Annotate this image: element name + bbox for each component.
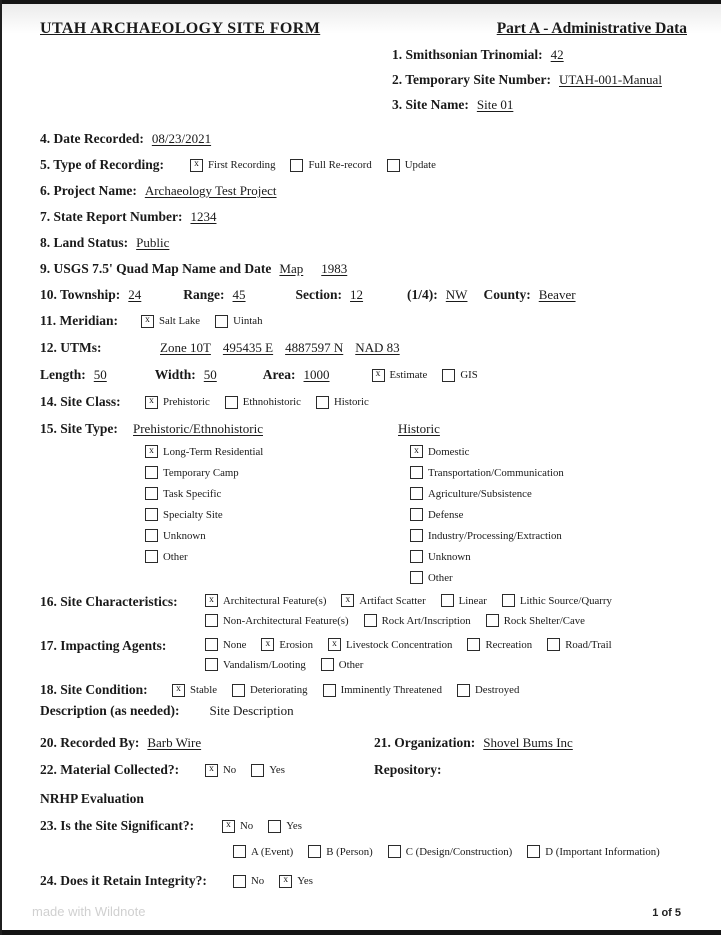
utm-datum: NAD 83 bbox=[355, 340, 400, 355]
field-value: 08/23/2021 bbox=[151, 131, 212, 146]
width-value: 50 bbox=[203, 367, 217, 382]
significant-checkbox-group bbox=[222, 820, 317, 833]
checkbox-unchecked-icon[interactable] bbox=[442, 369, 455, 382]
field-label: 24. Does it Retain Integrity?: bbox=[40, 873, 207, 888]
page-top-edge bbox=[0, 0, 721, 4]
area-label: Area: bbox=[262, 367, 296, 382]
field-label: 16. Site Characteristics: bbox=[40, 594, 178, 609]
field-type-of-recording bbox=[40, 157, 687, 173]
form-header bbox=[40, 20, 687, 38]
checkbox-checked-icon[interactable]: x bbox=[222, 820, 235, 833]
field-site-class bbox=[40, 394, 687, 410]
checkbox-site_type_prehistoric-2[interactable] bbox=[145, 487, 221, 500]
field-quad-map bbox=[40, 261, 687, 277]
field-value: Shovel Bums Inc bbox=[483, 735, 573, 750]
checkbox-label: B (Person) bbox=[326, 845, 373, 858]
recording-type-checkbox-group bbox=[190, 159, 451, 172]
checkbox-label: First Recording bbox=[208, 159, 276, 171]
checkbox-unchecked-icon[interactable] bbox=[388, 845, 401, 858]
checkbox-site_condition-1[interactable] bbox=[232, 684, 308, 697]
checkbox-material_collected-1[interactable] bbox=[251, 764, 285, 777]
checkbox-label: Specialty Site bbox=[163, 508, 223, 521]
checkbox-checked-icon[interactable]: x bbox=[145, 445, 158, 458]
checkbox-impacting_agents_row2-0[interactable] bbox=[205, 658, 306, 671]
checkbox-unchecked-icon[interactable] bbox=[225, 396, 238, 409]
checkbox-integrity-0[interactable] bbox=[233, 875, 264, 888]
field-site-characteristics bbox=[40, 594, 687, 627]
prehistoric-column-header: Prehistoric/Ethnohistoric bbox=[133, 421, 263, 436]
checkbox-impacting_agents_row1-0[interactable] bbox=[205, 638, 246, 651]
section-label: Section: bbox=[295, 287, 343, 302]
field-label: 21. Organization: bbox=[374, 735, 476, 750]
checkbox-recording_type-0[interactable] bbox=[190, 159, 275, 172]
checkbox-unchecked-icon[interactable] bbox=[502, 594, 515, 607]
admin-fields-block bbox=[392, 47, 687, 113]
checkbox-label: Temporary Camp bbox=[163, 466, 239, 479]
field-label: 22. Material Collected?: bbox=[40, 762, 180, 777]
field-label: 9. USGS 7.5' Quad Map Name and Date bbox=[40, 261, 272, 276]
section-value: 12 bbox=[350, 287, 364, 302]
checkbox-site_type_historic-6[interactable] bbox=[410, 571, 453, 584]
utm-easting: 495435 E bbox=[222, 340, 274, 355]
checkbox-label: D (Important Information) bbox=[545, 845, 660, 858]
township-label: 10. Township: bbox=[40, 287, 121, 302]
field-land-status bbox=[40, 235, 687, 251]
checkbox-label: Lithic Source/Quarry bbox=[519, 594, 612, 607]
checkbox-label: Historic bbox=[333, 396, 369, 408]
checkbox-label: Road/Trail bbox=[565, 638, 612, 651]
checkbox-label: Non-Architectural Feature(s) bbox=[223, 614, 349, 627]
checkbox-site_type_prehistoric-4[interactable] bbox=[145, 529, 206, 542]
checkbox-label: Unknown bbox=[163, 529, 206, 542]
checkbox-checked-icon[interactable]: x bbox=[190, 159, 203, 172]
site-characteristics-rows bbox=[205, 594, 627, 627]
site-type-historic-column bbox=[398, 420, 564, 584]
checkbox-label: Stable bbox=[190, 684, 217, 696]
site-type-prehistoric-checkbox-group bbox=[145, 445, 398, 563]
checkbox-label: Salt Lake bbox=[159, 315, 201, 327]
field-value-date: 1983 bbox=[321, 261, 348, 276]
field-temporary-site-number bbox=[392, 72, 687, 88]
site-characteristics-checkbox-row1 bbox=[205, 594, 627, 607]
checkbox-unchecked-icon[interactable] bbox=[527, 845, 540, 858]
field-label: 7. State Report Number: bbox=[40, 209, 183, 224]
checkbox-checked-icon[interactable]: x bbox=[145, 396, 158, 409]
checkbox-checked-icon[interactable]: x bbox=[205, 594, 218, 607]
nrhp-criteria-checkbox-group bbox=[233, 845, 675, 858]
field-value: Site Description bbox=[209, 703, 294, 718]
field-label: 15. Site Type: bbox=[40, 421, 118, 436]
checkbox-site_characteristics_row2-1[interactable] bbox=[364, 614, 471, 627]
checkbox-label: Erosion bbox=[279, 638, 313, 651]
checkbox-unchecked-icon[interactable] bbox=[323, 684, 336, 697]
checkbox-site_condition-0[interactable] bbox=[172, 684, 217, 697]
checkbox-label: Yes bbox=[269, 764, 285, 776]
county-label: County: bbox=[483, 287, 531, 302]
area-value: 1000 bbox=[303, 367, 330, 382]
field-label: 14. Site Class: bbox=[40, 394, 121, 409]
site-type-prehistoric-column bbox=[133, 420, 398, 563]
checkbox-site_type_historic-2[interactable] bbox=[410, 487, 532, 500]
field-retain-integrity bbox=[40, 873, 687, 889]
checkbox-label: Livestock Concentration bbox=[345, 638, 453, 651]
field-dimensions-row bbox=[40, 367, 687, 383]
field-label: 18. Site Condition: bbox=[40, 682, 148, 697]
site-characteristics-checkbox-row2 bbox=[205, 614, 627, 627]
field-label: 17. Impacting Agents: bbox=[40, 638, 167, 653]
checkbox-checked-icon[interactable]: x bbox=[410, 445, 423, 458]
checkbox-label: Agriculture/Subsistence bbox=[428, 487, 532, 500]
checkbox-site_type_prehistoric-5[interactable] bbox=[145, 550, 188, 563]
checkbox-impacting_agents_row1-4[interactable] bbox=[547, 638, 611, 651]
field-site-name bbox=[392, 97, 687, 113]
checkbox-significant-0[interactable] bbox=[222, 820, 253, 833]
checkbox-label: Other bbox=[338, 658, 364, 671]
checkbox-site_class-1[interactable] bbox=[225, 396, 301, 409]
checkbox-label: Long-Term Residential bbox=[163, 445, 264, 458]
field-description bbox=[40, 703, 687, 719]
checkbox-site_type_historic-1[interactable] bbox=[410, 466, 564, 479]
site-class-checkbox-group bbox=[145, 396, 384, 409]
checkbox-label: No bbox=[223, 764, 237, 776]
checkbox-site_condition-2[interactable] bbox=[323, 684, 442, 697]
checkbox-label: Estimate bbox=[389, 369, 428, 381]
checkbox-label: Rock Shelter/Cave bbox=[503, 614, 585, 627]
utm-zone: Zone 10T bbox=[160, 340, 211, 355]
checkbox-unchecked-icon[interactable] bbox=[268, 820, 281, 833]
checkbox-unchecked-icon[interactable] bbox=[145, 508, 158, 521]
checkbox-label: Ethnohistoric bbox=[242, 396, 301, 408]
checkbox-unchecked-icon[interactable] bbox=[467, 638, 480, 651]
field-state-report-number bbox=[40, 209, 687, 225]
checkbox-unchecked-icon[interactable] bbox=[145, 529, 158, 542]
checkbox-label: Deteriorating bbox=[250, 684, 308, 696]
checkbox-nrhp_criteria-1[interactable] bbox=[308, 845, 372, 858]
checkbox-site_characteristics_row1-3[interactable] bbox=[502, 594, 612, 607]
checkbox-label: GIS bbox=[460, 369, 478, 381]
section-heading: NRHP Evaluation bbox=[40, 791, 144, 806]
checkbox-unchecked-icon[interactable] bbox=[215, 315, 228, 328]
checkbox-unchecked-icon[interactable] bbox=[205, 658, 218, 671]
checkbox-unchecked-icon[interactable] bbox=[410, 487, 423, 500]
field-meridian bbox=[40, 313, 687, 329]
page-number: 1 of 5 bbox=[652, 907, 681, 919]
checkbox-unchecked-icon[interactable] bbox=[410, 466, 423, 479]
checkbox-label: Transportation/Communication bbox=[428, 466, 564, 479]
checkbox-site_type_prehistoric-1[interactable] bbox=[145, 466, 239, 479]
checkbox-site_characteristics_row2-2[interactable] bbox=[486, 614, 585, 627]
checkbox-site_type_historic-4[interactable] bbox=[410, 529, 562, 542]
length-value: 50 bbox=[93, 367, 107, 382]
checkbox-material_collected-0[interactable] bbox=[205, 764, 236, 777]
meridian-checkbox-group bbox=[141, 315, 277, 328]
checkbox-unchecked-icon[interactable] bbox=[410, 571, 423, 584]
checkbox-site_type_prehistoric-0[interactable] bbox=[145, 445, 263, 458]
checkbox-unchecked-icon[interactable] bbox=[547, 638, 560, 651]
field-label: 3. Site Name: bbox=[392, 97, 469, 112]
material-collected-checkbox-group bbox=[205, 764, 300, 777]
page-bottom-edge bbox=[0, 930, 721, 935]
checkbox-unchecked-icon[interactable] bbox=[410, 550, 423, 563]
field-label: 20. Recorded By: bbox=[40, 735, 140, 750]
field-label: 1. Smithsonian Trinomial: bbox=[392, 47, 543, 62]
checkbox-unchecked-icon[interactable] bbox=[387, 159, 400, 172]
area-method-checkbox-group bbox=[372, 369, 493, 382]
field-label: 11. Meridian: bbox=[40, 313, 118, 328]
field-township-row bbox=[40, 287, 687, 303]
repository-label: Repository: bbox=[374, 762, 442, 777]
part-a-title: Part A - Administrative Data bbox=[496, 20, 687, 37]
checkbox-checked-icon[interactable]: x bbox=[341, 594, 354, 607]
wildnote-watermark: made with Wildnote bbox=[32, 904, 146, 919]
field-material-collected bbox=[40, 762, 374, 778]
checkbox-label: Destroyed bbox=[475, 684, 520, 696]
field-material-collected-row bbox=[40, 762, 687, 778]
checkbox-unchecked-icon[interactable] bbox=[145, 550, 158, 563]
checkbox-unchecked-icon[interactable] bbox=[145, 487, 158, 500]
checkbox-unchecked-icon[interactable] bbox=[316, 396, 329, 409]
width-label: Width: bbox=[154, 367, 196, 382]
checkbox-site_characteristics_row1-0[interactable] bbox=[205, 594, 326, 607]
checkbox-impacting_agents_row1-2[interactable] bbox=[328, 638, 452, 651]
checkbox-checked-icon[interactable]: x bbox=[261, 638, 274, 651]
checkbox-label: C (Design/Construction) bbox=[405, 845, 513, 858]
utm-northing: 4887597 N bbox=[285, 340, 344, 355]
field-utms bbox=[40, 340, 687, 356]
field-label: 12. UTMs: bbox=[40, 340, 102, 355]
impacting-agents-rows bbox=[205, 638, 627, 671]
checkbox-label: Uintah bbox=[233, 315, 263, 327]
checkbox-area_method-1[interactable] bbox=[442, 369, 477, 382]
field-label: 23. Is the Site Significant?: bbox=[40, 818, 195, 833]
form-content bbox=[2, 0, 721, 889]
impacting-agents-checkbox-row1 bbox=[205, 638, 627, 651]
checkbox-impacting_agents_row1-1[interactable] bbox=[261, 638, 313, 651]
field-label: 8. Land Status: bbox=[40, 235, 129, 250]
checkbox-unchecked-icon[interactable] bbox=[145, 466, 158, 479]
checkbox-label: Industry/Processing/Extraction bbox=[428, 529, 562, 542]
checkbox-label: A (Event) bbox=[251, 845, 294, 858]
checkbox-unchecked-icon[interactable] bbox=[251, 764, 264, 777]
checkbox-label: Unknown bbox=[428, 550, 471, 563]
checkbox-checked-icon[interactable]: x bbox=[372, 369, 385, 382]
field-impacting-agents bbox=[40, 638, 687, 671]
checkbox-impacting_agents_row1-3[interactable] bbox=[467, 638, 532, 651]
checkbox-checked-icon[interactable]: x bbox=[141, 315, 154, 328]
field-label: 6. Project Name: bbox=[40, 183, 137, 198]
field-organization bbox=[374, 735, 573, 751]
field-value: 42 bbox=[550, 47, 564, 62]
checkbox-label: No bbox=[251, 875, 265, 887]
field-value: UTAH-001-Manual bbox=[559, 72, 662, 87]
checkbox-unchecked-icon[interactable] bbox=[205, 638, 218, 651]
checkbox-unchecked-icon[interactable] bbox=[410, 529, 423, 542]
checkbox-unchecked-icon[interactable] bbox=[308, 845, 321, 858]
checkbox-unchecked-icon[interactable] bbox=[486, 614, 499, 627]
checkbox-recording_type-2[interactable] bbox=[387, 159, 436, 172]
checkbox-unchecked-icon[interactable] bbox=[232, 684, 245, 697]
checkbox-label: Yes bbox=[286, 820, 302, 832]
checkbox-unchecked-icon[interactable] bbox=[233, 875, 246, 888]
field-value: 1234 bbox=[190, 209, 217, 224]
checkbox-label: Other bbox=[428, 571, 453, 584]
checkbox-label: Prehistoric bbox=[163, 396, 210, 408]
checkbox-meridian-1[interactable] bbox=[215, 315, 262, 328]
field-site-type bbox=[40, 420, 687, 584]
field-value: Public bbox=[136, 235, 170, 250]
checkbox-label: Defense bbox=[428, 508, 464, 521]
checkbox-site_characteristics_row1-2[interactable] bbox=[441, 594, 487, 607]
checkbox-label: Other bbox=[163, 550, 188, 563]
checkbox-site_characteristics_row1-1[interactable] bbox=[341, 594, 425, 607]
field-site-condition bbox=[40, 682, 687, 698]
site-condition-checkbox-group bbox=[172, 684, 534, 697]
checkbox-nrhp_criteria-2[interactable] bbox=[388, 845, 512, 858]
checkbox-unchecked-icon[interactable] bbox=[457, 684, 470, 697]
checkbox-label: Vandalism/Looting bbox=[223, 658, 306, 671]
integrity-checkbox-group bbox=[233, 875, 328, 888]
field-label: 2. Temporary Site Number: bbox=[392, 72, 551, 87]
checkbox-site_class-2[interactable] bbox=[316, 396, 369, 409]
range-value: 45 bbox=[232, 287, 246, 302]
checkbox-site_characteristics_row2-0[interactable] bbox=[205, 614, 349, 627]
checkbox-label: Artifact Scatter bbox=[359, 594, 426, 607]
checkbox-label: Full Re-record bbox=[308, 159, 372, 171]
impacting-agents-checkbox-row2 bbox=[205, 658, 627, 671]
field-value-map: Map bbox=[279, 261, 304, 276]
checkbox-integrity-1[interactable] bbox=[279, 875, 313, 888]
checkbox-site_type_historic-3[interactable] bbox=[410, 508, 463, 521]
checkbox-area_method-0[interactable] bbox=[372, 369, 428, 382]
checkbox-checked-icon[interactable]: x bbox=[172, 684, 185, 697]
nrhp-criteria-row bbox=[233, 845, 687, 858]
checkbox-checked-icon[interactable]: x bbox=[328, 638, 341, 651]
checkbox-label: None bbox=[223, 638, 247, 651]
checkbox-unchecked-icon[interactable] bbox=[205, 614, 218, 627]
checkbox-site_class-0[interactable] bbox=[145, 396, 210, 409]
field-site-significant bbox=[40, 818, 687, 834]
site-type-columns bbox=[133, 420, 564, 584]
checkbox-label: Yes bbox=[297, 875, 313, 887]
township-value: 24 bbox=[128, 287, 142, 302]
checkbox-significant-1[interactable] bbox=[268, 820, 302, 833]
checkbox-checked-icon[interactable]: x bbox=[279, 875, 292, 888]
field-value: Barb Wire bbox=[147, 735, 202, 750]
quarter-label: (1/4): bbox=[407, 287, 438, 302]
checkbox-site_type_prehistoric-3[interactable] bbox=[145, 508, 223, 521]
checkbox-label: No bbox=[240, 820, 254, 832]
checkbox-label: Task Specific bbox=[163, 487, 222, 500]
field-label: 4. Date Recorded: bbox=[40, 131, 144, 146]
page-footer bbox=[32, 904, 681, 919]
site-type-historic-checkbox-group bbox=[410, 445, 564, 584]
county-value: Beaver bbox=[538, 287, 576, 302]
checkbox-unchecked-icon[interactable] bbox=[233, 845, 246, 858]
field-date-recorded bbox=[40, 131, 687, 147]
checkbox-recording_type-1[interactable] bbox=[290, 159, 371, 172]
checkbox-site_type_historic-0[interactable] bbox=[410, 445, 469, 458]
checkbox-label: Architectural Feature(s) bbox=[223, 594, 327, 607]
field-value: Site 01 bbox=[476, 97, 514, 112]
field-project-name bbox=[40, 183, 687, 199]
length-label: Length: bbox=[40, 367, 86, 382]
field-smithsonian-trinomial bbox=[392, 47, 687, 63]
checkbox-label: Update bbox=[404, 159, 436, 171]
checkbox-label: Recreation bbox=[485, 638, 533, 651]
checkbox-unchecked-icon[interactable] bbox=[364, 614, 377, 627]
field-recorded-by-row bbox=[40, 735, 687, 751]
checkbox-label: Rock Art/Inscription bbox=[381, 614, 471, 627]
checkbox-checked-icon[interactable]: x bbox=[205, 764, 218, 777]
field-label: Description (as needed): bbox=[40, 703, 180, 718]
field-value: Archaeology Test Project bbox=[144, 183, 277, 198]
quarter-value: NW bbox=[445, 287, 468, 302]
checkbox-impacting_agents_row2-1[interactable] bbox=[321, 658, 364, 671]
checkbox-meridian-0[interactable] bbox=[141, 315, 200, 328]
nrhp-evaluation-heading bbox=[40, 791, 687, 807]
range-label: Range: bbox=[183, 287, 225, 302]
form-title: UTAH ARCHAEOLOGY SITE FORM bbox=[40, 20, 321, 37]
checkbox-label: Domestic bbox=[428, 445, 470, 458]
checkbox-unchecked-icon[interactable] bbox=[410, 508, 423, 521]
checkbox-site_condition-3[interactable] bbox=[457, 684, 519, 697]
checkbox-label: Imminently Threatened bbox=[340, 684, 442, 696]
checkbox-unchecked-icon[interactable] bbox=[290, 159, 303, 172]
field-recorded-by bbox=[40, 735, 374, 751]
checkbox-nrhp_criteria-3[interactable] bbox=[527, 845, 660, 858]
historic-column-header: Historic bbox=[398, 421, 440, 436]
checkbox-unchecked-icon[interactable] bbox=[321, 658, 334, 671]
checkbox-nrhp_criteria-0[interactable] bbox=[233, 845, 293, 858]
field-label: 5. Type of Recording: bbox=[40, 157, 164, 172]
checkbox-unchecked-icon[interactable] bbox=[441, 594, 454, 607]
checkbox-site_type_historic-5[interactable] bbox=[410, 550, 471, 563]
checkbox-label: Linear bbox=[458, 594, 487, 607]
